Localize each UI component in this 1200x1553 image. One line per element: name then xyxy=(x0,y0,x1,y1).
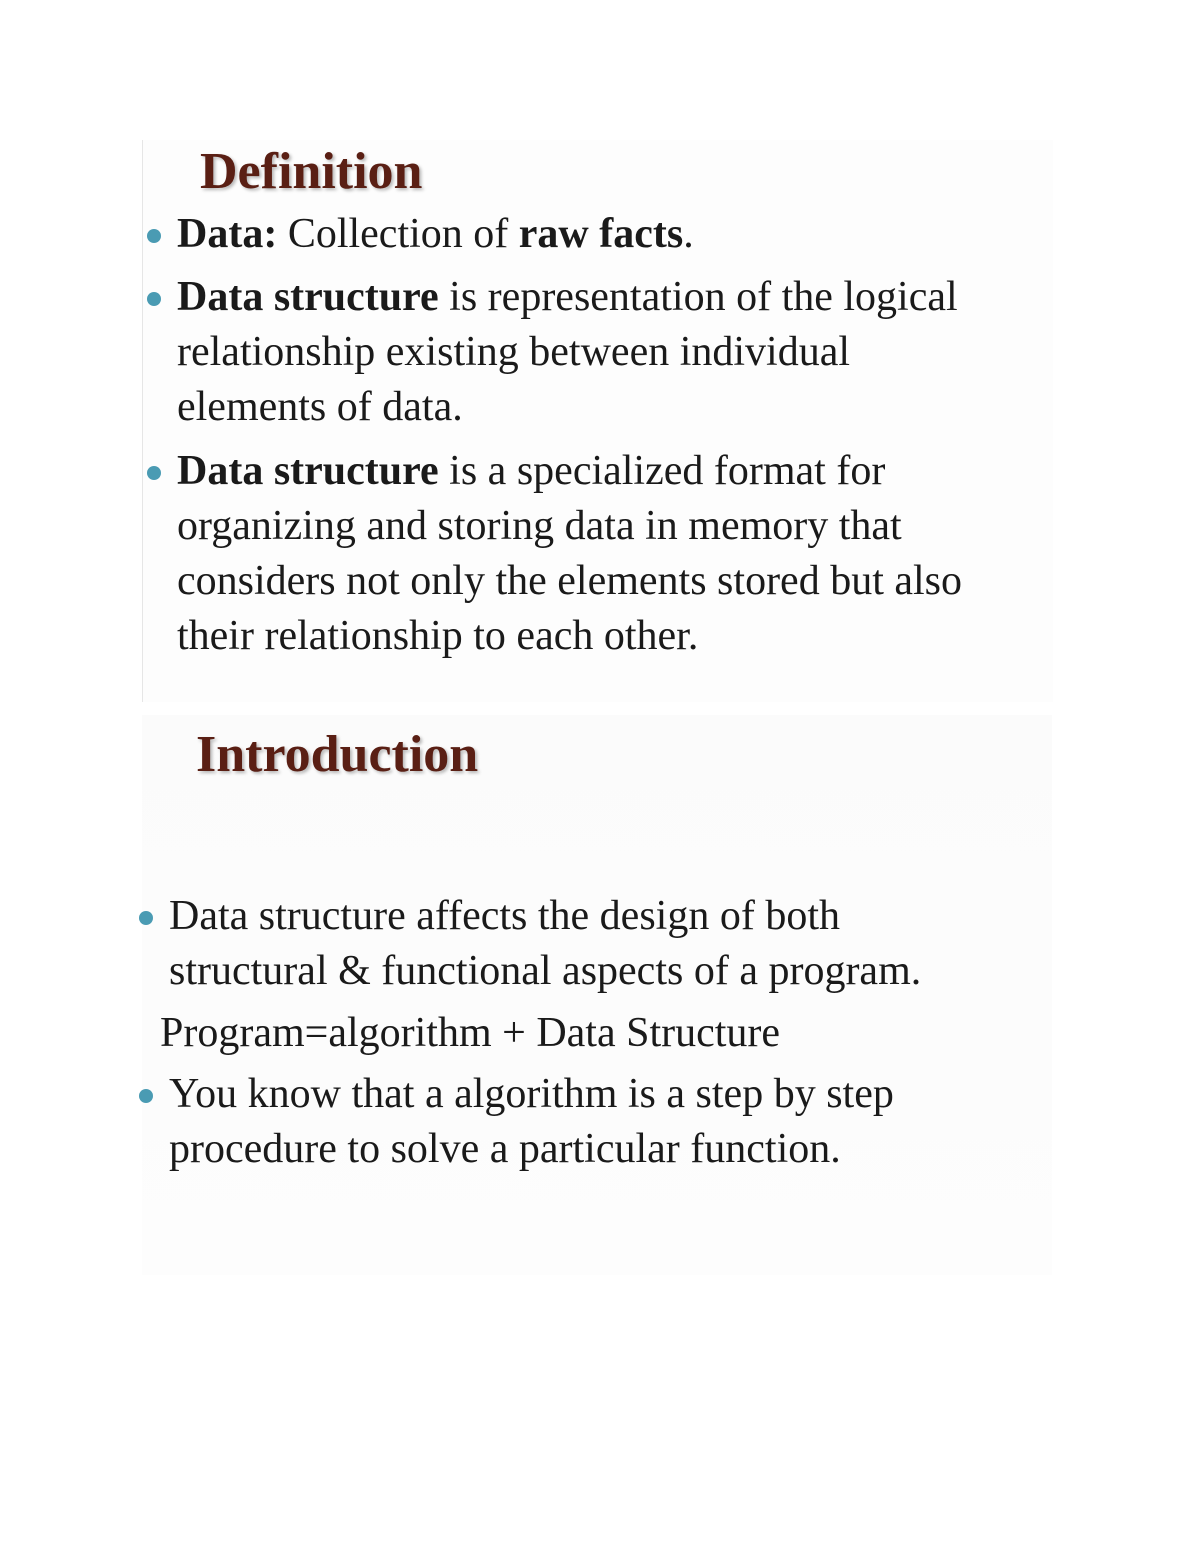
bullet-line xyxy=(177,207,962,262)
bullet-text: is a specialized format for xyxy=(438,448,886,494)
bullet-line xyxy=(177,270,962,325)
bullet-line: procedure to solve a particular function. xyxy=(169,1126,841,1172)
bold-term: Data: xyxy=(177,211,278,257)
bullet-line: You know that a algorithm is a step by step xyxy=(169,1071,894,1117)
introduction-title: Introduction xyxy=(196,726,479,783)
bullet-dot-icon xyxy=(139,1089,153,1103)
bullet-line: considers not only the elements stored but also xyxy=(177,558,963,604)
bullet-dot-icon xyxy=(147,466,161,480)
bold-term: Data structure xyxy=(177,274,439,320)
definition-bullet-representation xyxy=(177,270,962,435)
bullet-text: . xyxy=(683,211,694,257)
definition-bullet-data xyxy=(177,207,962,262)
bold-term: raw facts xyxy=(518,211,684,257)
bullet-line: organizing and storing data in memory that xyxy=(177,503,902,549)
definition-bullet-format xyxy=(177,444,962,664)
definition-title: Definition xyxy=(200,143,423,200)
introduction-slide xyxy=(142,715,1052,1275)
bullet-dot-icon xyxy=(147,229,161,243)
bullet-line: elements of data. xyxy=(177,384,463,430)
bullet-line: their relationship to each other. xyxy=(177,613,699,659)
introduction-bullet-list xyxy=(160,889,922,1177)
bullet-line: Data structure affects the design of both xyxy=(169,893,840,939)
bullet-dot-icon xyxy=(147,292,161,306)
introduction-bullet-algorithm xyxy=(169,1067,921,1177)
definition-slide xyxy=(142,140,1053,702)
bullet-line: structural & functional aspects of a program. xyxy=(169,948,922,994)
bold-term: Data structure xyxy=(177,448,439,494)
bullet-text: Collection of xyxy=(277,211,519,257)
bullet-text: is representation of the logical xyxy=(438,274,958,320)
bullet-line xyxy=(177,444,962,499)
bullet-line: relationship existing between individual xyxy=(177,329,851,375)
introduction-bullet-design xyxy=(169,889,921,999)
program-formula: Program=algorithm + Data Structure xyxy=(160,1010,781,1056)
definition-bullet-list xyxy=(177,207,962,664)
bullet-dot-icon xyxy=(139,911,153,925)
